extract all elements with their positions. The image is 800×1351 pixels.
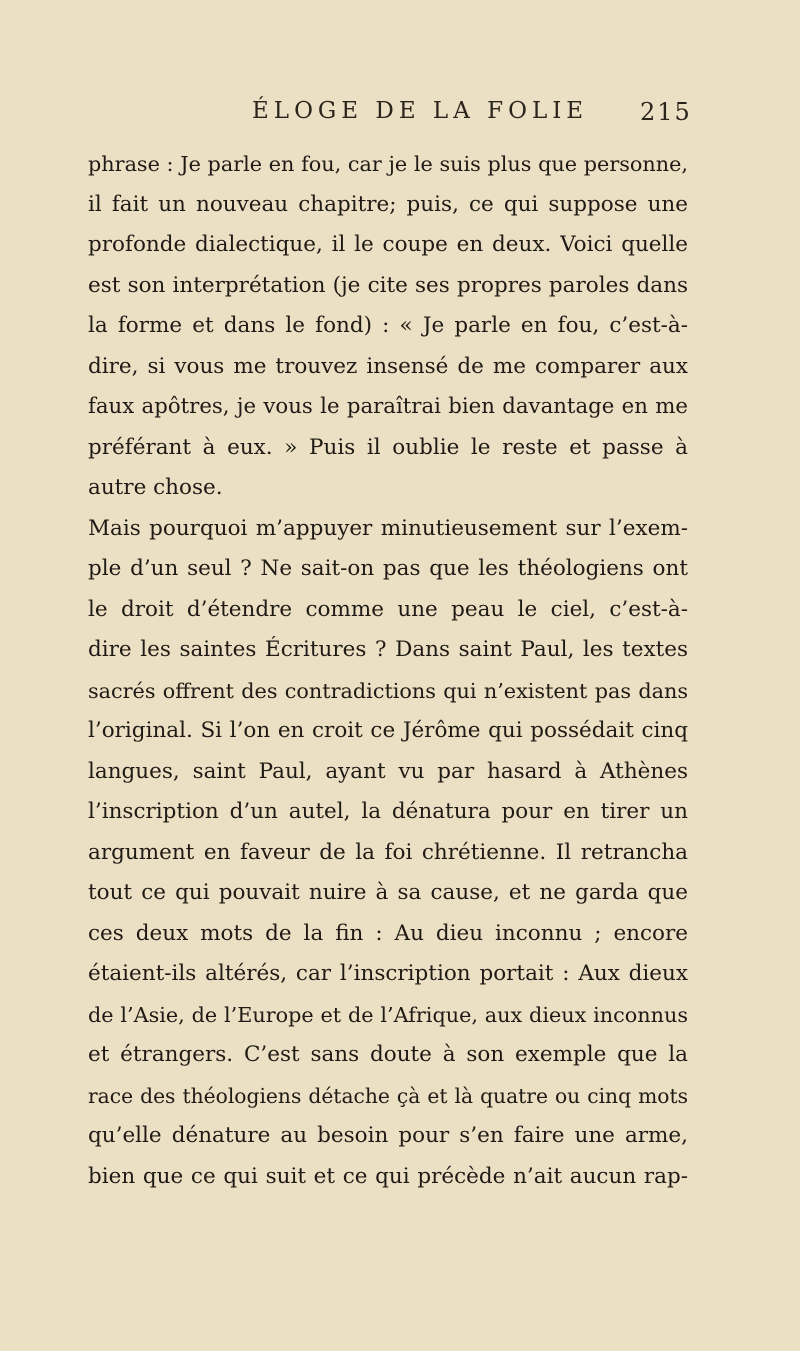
text-line: et étrangers. C’est sans doute à son exemple que la bbox=[88, 1042, 688, 1067]
text-line: le droit d’étendre comme une peau le ciel, c’est-à- bbox=[88, 596, 688, 622]
running-title: ÉLOGE DE LA FOLIE bbox=[252, 98, 589, 124]
text-line: profonde dialectique, il le coupe en deux. Voici quelle bbox=[88, 232, 688, 257]
text-line: argument en faveur de la foi chrétienne. Il retrancha bbox=[88, 839, 688, 865]
text-line: phrase : Je parle en fou, car je le suis plus que personne, bbox=[88, 152, 688, 176]
body-text bbox=[88, 144, 688, 1197]
text-line: autre chose. bbox=[88, 475, 223, 500]
text-line: sacrés offrent des contradictions qui n’existent pas dans bbox=[88, 678, 688, 703]
text-line: langues, saint Paul, ayant vu par hasard à Athènes bbox=[88, 758, 688, 784]
text-line: tout ce qui pouvait nuire à sa cause, et ne garda que bbox=[88, 880, 688, 905]
text-line: ple d’un seul ? Ne sait-on pas que les théologiens ont bbox=[88, 556, 688, 581]
text-line: Mais pourquoi m’appuyer minutieusement sur l’exem- bbox=[88, 515, 688, 541]
text-line: préférant à eux. » Puis il oublie le reste et passe à bbox=[88, 434, 688, 460]
text-line: l’inscription d’un autel, la dénatura pour en tirer un bbox=[88, 799, 688, 824]
text-line: dire les saintes Écritures ? Dans saint Paul, les textes bbox=[88, 637, 688, 662]
text-line: il fait un nouveau chapitre; puis, ce qui suppose une bbox=[88, 191, 688, 217]
text-line: bien que ce qui suit et ce qui précède n’ait aucun rap- bbox=[88, 1163, 688, 1189]
text-line: est son interprétation (je cite ses propres paroles dans bbox=[88, 272, 688, 298]
text-line: étaient-ils altérés, car l’inscription portait : Aux dieux bbox=[88, 961, 688, 986]
text-line: dire, si vous me trouvez insensé de me comparer aux bbox=[88, 353, 688, 379]
text-line: race des théologiens détache çà et là quatre ou cinq mots bbox=[88, 1083, 688, 1108]
text-line: de l’Asie, de l’Europe et de l’Afrique, aux dieux inconnus bbox=[88, 1002, 688, 1027]
page-number: 215 bbox=[640, 98, 692, 126]
text-line: l’original. Si l’on en croit ce Jérôme qui possédait cinq bbox=[88, 718, 688, 743]
text-line: la forme et dans le fond) : « Je parle en fou, c’est-à- bbox=[88, 313, 688, 338]
text-line: ces deux mots de la fin : Au dieu inconnu ; encore bbox=[88, 920, 688, 946]
text-line: faux apôtres, je vous le paraîtrai bien davantage en me bbox=[88, 394, 688, 419]
text-line: qu’elle dénature au besoin pour s’en faire une arme, bbox=[88, 1123, 688, 1148]
running-header bbox=[0, 98, 800, 138]
